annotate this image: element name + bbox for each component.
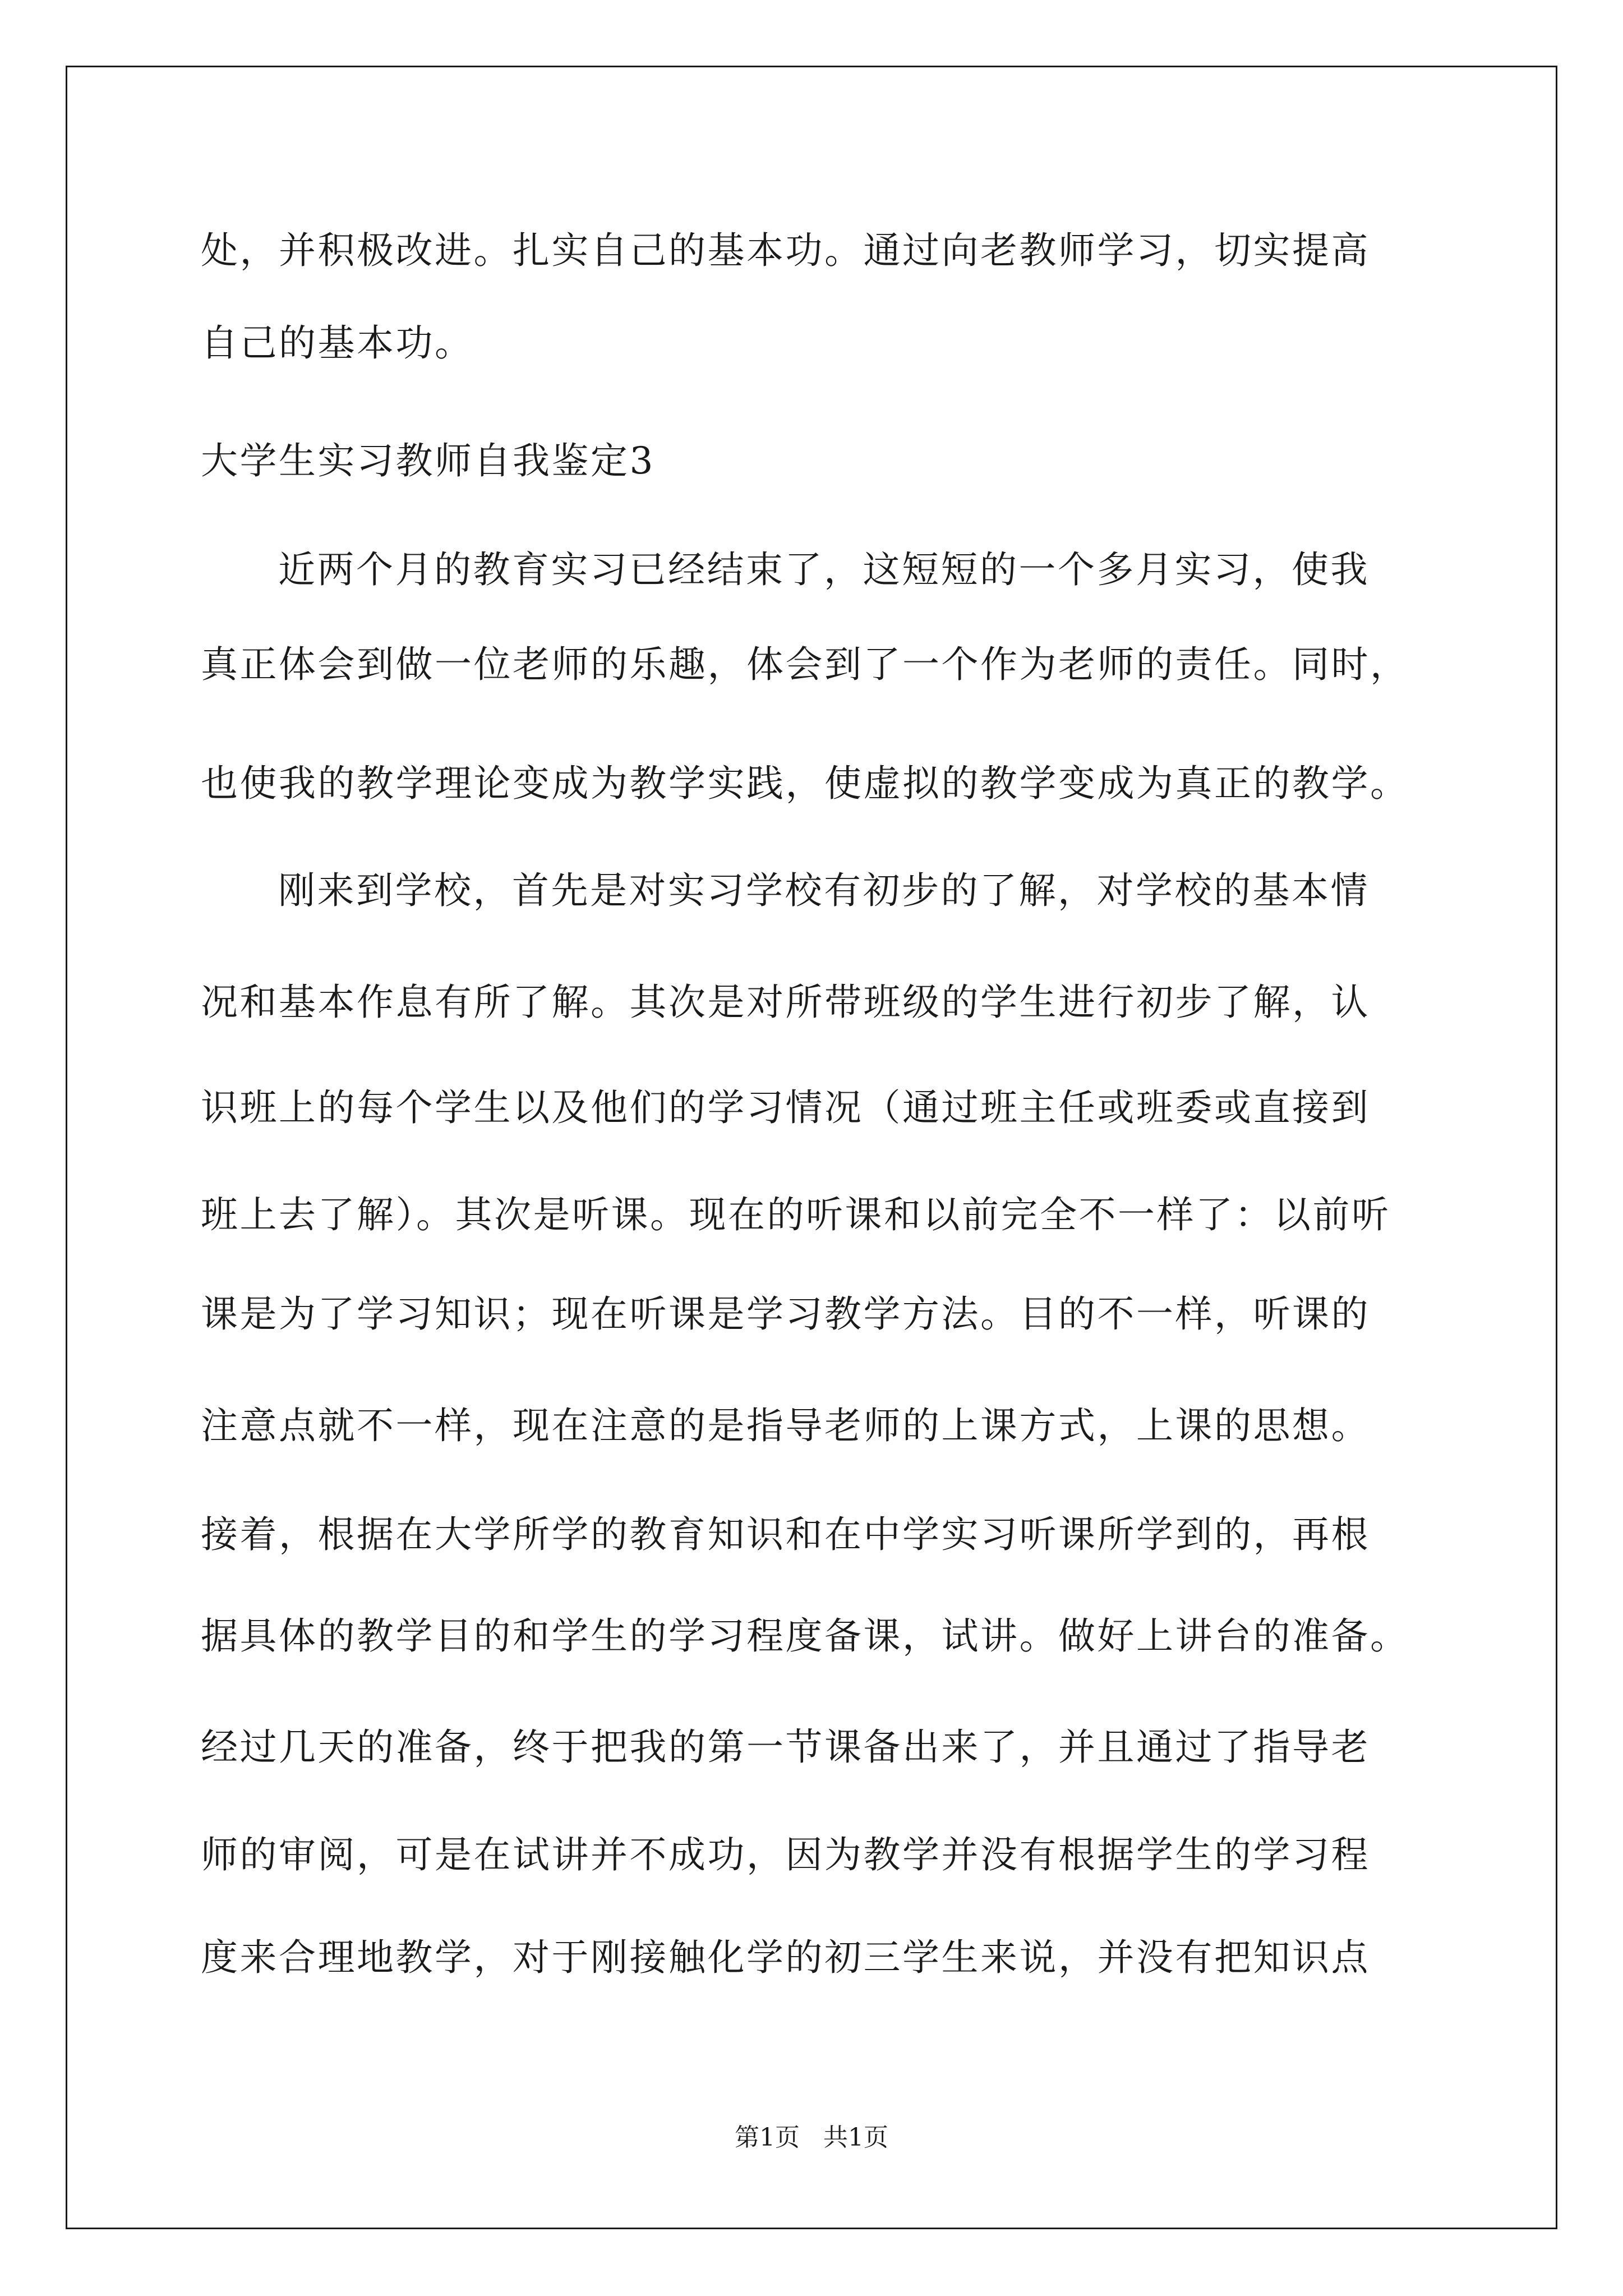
body-line: 自己的基本功。 (201, 321, 474, 365)
body-line: 接着，根据在大学所学的教育知识和在中学实习听课所学到的，再根 (201, 1513, 1370, 1556)
body-line: 况和基本作息有所了解。其次是对所带班级的学生进行初步了解，认 (201, 981, 1370, 1024)
body-line: 真正体会到做一位老师的乐趣，体会到了一个作为老师的责任。同时， (201, 643, 1409, 686)
body-line: 师的审阅，可是在试讲并不成功，因为教学并没有根据学生的学习程 (201, 1833, 1370, 1876)
body-line: 班上去了解）。其次是听课。现在的听课和以前完全不一样了：以前听 (201, 1193, 1391, 1236)
section-heading: 大学生实习教师自我鉴定3 (201, 439, 655, 482)
body-line: 近两个月的教育实习已经结束了，这短短的一个多月实习，使我 (278, 548, 1370, 591)
body-line: 也使我的教学理论变成为教学实践，使虚拟的教学变成为真正的教学。 (201, 762, 1409, 805)
body-line: 识班上的每个学生以及他们的学习情况（通过班主任或班委或直接到 (201, 1086, 1370, 1129)
body-line: 课是为了学习知识；现在听课是学习教学方法。目的不一样，听课的 (201, 1292, 1370, 1336)
body-line: 处，并积极改进。扎实自己的基本功。通过向老教师学习，切实提高 (201, 229, 1370, 272)
body-line: 注意点就不一样，现在注意的是指导老师的上课方式，上课的思想。 (201, 1404, 1370, 1447)
body-line: 刚来到学校，首先是对实习学校有初步的了解，对学校的基本情 (278, 869, 1370, 912)
body-line: 经过几天的准备，终于把我的第一节课备出来了，并且通过了指导老 (201, 1726, 1370, 1769)
body-line: 据具体的教学目的和学生的学习程度备课，试讲。做好上讲台的准备。 (201, 1614, 1409, 1658)
page-border (66, 66, 1557, 2229)
page-footer: 第1页 共1页 (735, 2123, 888, 2152)
body-line: 度来合理地教学，对于刚接触化学的初三学生来说，并没有把知识点 (201, 1936, 1370, 1979)
